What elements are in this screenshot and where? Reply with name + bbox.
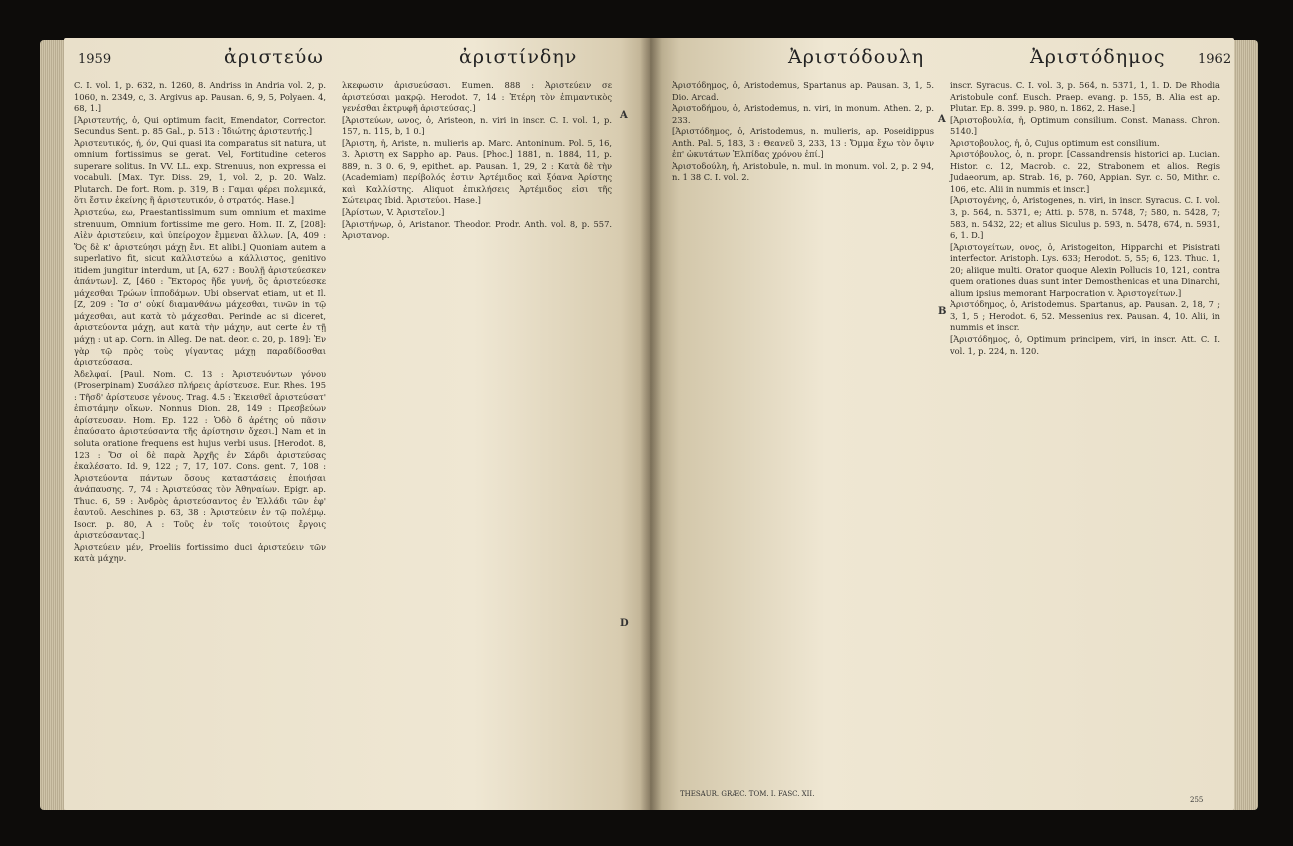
right-running-head: [650, 46, 1234, 72]
entry-paragraph: [Ἀριστεύων, ωνος, ὁ, Aristeon, n. viri in inscr. C. I. vol. 1, p. 157, n. 115, b, 1 0.]: [342, 114, 612, 137]
entry-paragraph: C. I. vol. 1, p. 632, n. 1260, 8. Andriss in Andria vol. 2, p. 1060, n. 2349, c, 3. Argivus ap. Pausan. 6, 9, 5, Polyaen. 4, 68, 1.]: [74, 80, 326, 114]
entry-paragraph: Ἀριστοδήμου, ὁ, Aristodemus, n. viri, in monum. Athen. 2, p. 233.: [672, 103, 934, 125]
entry-paragraph: Ἀριστοδούλη, ἡ, Aristobule, n. mul. in monum. vol. 2, p. 2 94, n. 1 38 C. I. vol. 2.: [672, 160, 934, 183]
entry-paragraph: λκεφωσιν ἀρισυεύσασι. Eumen. 888 : Ἀριστεύειν σε ἀριστεύσαι μακρῷ. Herodot. 7, 14 : Ἑτέρη τὸν ἐπιμαντικὸς γενέσθαι ἐκτρυφῆ ἀριστεύσας.]: [342, 80, 612, 114]
entry-paragraph: inscr. Syracus. C. I. vol. 3, p. 564, n. 5371, 1, 1. D. De Rhodia Aristobule conf. Eusch. Praep. evang. p. 155, B. Alia est ap. Plutar. Ep. 8. 399. p. 980, n. 1862, 2. Hase.]: [950, 80, 1220, 114]
book-page-edges-right: [1232, 40, 1258, 810]
left-running-head: [64, 46, 650, 72]
entry-paragraph: [Ἀριστη, ἡ, Ariste, n. mulieris ap. Marc. Antoninum. Pol. 5, 16, 3. Ἀριστη ex Sappho ap. Paus. [Phoc.] 1881, n. 1884, 11, p. 889, n. 3 0. 6, 9, epithet. ap. Pausan. 1, 29, 2 : Κατὰ δὲ τὴν (Academiam) περίβολός ἐστιν Ἀρτέμιδος καὶ ξόανα Ἀρίστης καὶ Καλλίστης. Aliquot ἐπικλήσεις Ἀρτέμιδος εἰσι τῆς Σώτειρας Ibid. Ἀριστεύοι. Hase.]: [342, 137, 612, 206]
book-spine-gutter: [640, 38, 662, 810]
left-headword-end: ἀριστίνδην: [459, 46, 578, 68]
right-page-column-2: [950, 80, 1220, 357]
entry-paragraph: [Ἀριστευτής, ὁ, Qui optimum facit, Emendator, Corrector. Secundus Sent. p. 85 Gal., p. 513 : Ἰδιώτης ἀριστευτής.]: [74, 114, 326, 137]
margin-marker-a: A: [620, 110, 628, 121]
entry-paragraph: Ἀριστεύω, εω, Praestantissimum sum omnium et maxime strenuum, Omnium fortissime me gero. Hom. II. Z, [208]: Αἰὲν ἀριστεύειν, καὶ ὑπείροχον ἔμμεναι ἄλλων. [A, 409 : Ὅς δὲ κ' ἀριστεύησι μάχῃ ἔνι. Et alibi.] Quoniam autem a superlativo fit, sicut καλλιστεύω a κάλλιστος, genitivo itidem jungitur interdum, ut [A, 627 : Βουλῇ ἀριστεύεσκεν ἁπάντων]. Z, [460 : Ἕκτορος ἥδε γυνή, ὃς ἀριστεύεσκε μάχεσθαι Τρώων ἱπποδάμων. Ubi observat etiam, ut et Il. [Ζ, 209 : Ἴσ σ' οὐκί διαμανθάνω μάχεσθαι, τινῶν in τῷ μάχεσθαι, aut κατὰ τὸ μάχεσθαι. Perinde ac si diceret, ἀριστεύοντα μάχῃ, aut κατὰ τὴν μάχην, aut certe ἐν τῇ μάχῃ : ut ap. Corn. in Alleg. De nat. deor. c. 20, p. 189]: Ἐν γὰρ τῷ πρὸς τοὺς γίγαντας μάχῃ παραδίδοσθαι ἀριστεύσασα.: [74, 207, 326, 368]
margin-marker-d: D: [620, 618, 629, 629]
right-headword-end: Ἀριστόδημος: [1030, 46, 1166, 68]
margin-marker-a: A: [938, 114, 946, 125]
entry-paragraph: Ἀριστόδημος, ὁ, Aristodemus, Spartanus ap. Pausan. 3, 1, 5. Dio. Arcad.: [672, 80, 934, 102]
right-page: [650, 38, 1234, 810]
signature-footer: THESAUR. GRÆC. TOM. I. FASC. XII.: [680, 790, 815, 798]
entry-paragraph: Ἀριστεύειν μέν, Proeliis fortissimo duci ἀριστεύειν τῶν κατὰ μάχην.: [74, 541, 326, 564]
entry-paragraph: Ἀριστόδημος, ὁ, Aristodemus. Spartanus, ap. Pausan. 2, 18, 7 ; 3, 1, 5 ; Herodot. 6, 52. Messenius rex. Pausan. 4, 10. Alii, in nummis et inscr.: [950, 299, 1220, 333]
margin-marker-b: B: [938, 306, 947, 317]
entry-paragraph: [Ἀριστογείτων, ονος, ὁ, Aristogeiton, Hipparchi et Pisistrati interfector. Aristoph. Lys. 633; Herodot. 5, 55; 6, 123. Thuc. 1, 20; aliique multi. Orator quoque Alexin Pollucis 10, 121, contra quem orationes duas sunt inter Demosthenicas et una Dinarchi, alium ipsius memorant Harpocration v. Ἀριστογείτων.]: [950, 241, 1220, 298]
left-page-column-2: [342, 80, 612, 242]
entry-paragraph: Ἀριστοβουλος, ἡ, ὁ, Cujus optimum est consilium.: [950, 137, 1160, 148]
left-page-column-1: [74, 80, 326, 565]
entry-paragraph: [Ἀριστόδημος, ὁ, Aristodemus, n. mulieris, ap. Poseidippus Anth. Pal. 5, 183, 3 : Θεανεῦ 3, 233, 13 : Ὄμμα ἔχω τὸν ὄψιν ἐπ' ὠκυτάτων Ἐλπίδας χρόνου ἐπί.]: [672, 126, 934, 160]
entry-paragraph: Ἀδελφαί. [Paul. Nom. C. 13 : Ἀριστευόντων γόνου (Proserpinam) Συσάλεσ πλήρεις ἀρίστευσε. Eur. Rhes. 195 : Τῆσδ' ἀρίστευσε γένους. Trag. 4.5 : Ἐκεισθεῖ ἀριστεύσατ' ἐπιστάμην οἴκων. Nonnus Dion. 28, 149 : Πρεσβεύων ἀρίστευσαν. Hom. Ep. 122 : Ὁδὸ δ ἀρέτης οὐ πᾶσιν ἐπαύσατο ἀριστεύσαντα τῆς ἀρίστησιν ὄχεσι.] Nam et in soluta oratione frequens est hujus verbi usus. [Herodot. 8, 123 : Ὅσ οἱ δὲ παρὰ Ἀρχῆς ἐν Σάρδι ἀριστεύσας ἐκαλέσατο. Id. 9, 122 ; 7, 17, 107. Cons. gent. 7, 108 : Ἀριστεύοντα πάντων ὅσους καταστάσεις ἐποιήσαι ἀνάπαυσης. 7, 74 : Ἀριστεύσας τὸν Ἀθηναίων. Epigr. ap. Thuc. 6, 59 : Ἀνδρὸς ἀριστεύσαντος ἐν Ἑλλάδι τῶν ἐφ' ἑαυτοῦ. Aeschines p. 63, 38 : Ἀριστεύειν ἐν τῷ πολέμῳ. Isocr. p. 80, A : Τοῦς ἐν τοῖς τοιούτοις ἔργοις ἀριστεύσαντας.]: [74, 368, 326, 541]
signature-number: 255: [1190, 796, 1204, 804]
entry-paragraph: [Ἀριστογένης, ὁ, Aristogenes, n. viri, in inscr. Syracus. C. I. vol. 3, p. 564, n. 5371, e; Atti. p. 578, n. 5748, 7; 580, n. 5428, 7; 583, n. 5432, 22; et alius Siculus p. 593, n. 5478, 674, n. 5931, 6, 1. D.]: [950, 195, 1220, 241]
left-page-number: 1959: [78, 52, 112, 67]
right-page-column-1: [672, 80, 934, 184]
book-page-edges-left: [40, 40, 66, 810]
entry-paragraph: [Ἀριστήνωρ, ὁ, Aristanor. Theodor. Prodr. Anth. vol. 8, p. 557. Ἀριστανορ.: [342, 218, 612, 241]
entry-paragraph: [Ἀριστοβουλία, ἡ, Optimum consilium. Const. Manass. Chron. 5140.]: [950, 114, 1220, 137]
left-headword-start: ἀριστεύω: [224, 46, 324, 68]
entry-paragraph: [Ἀρίστων, V. Ἀριστεῖον.]: [342, 207, 445, 218]
left-page: [64, 38, 650, 810]
right-page-number: 1962: [1198, 52, 1232, 67]
entry-paragraph: [Ἀριστόδημος, ὁ, Optimum principem, viri, in inscr. Att. C. I. vol. 1, p. 224, n. 120.: [950, 334, 1220, 356]
right-headword-start: Ἀριστόδουλη: [788, 46, 925, 68]
entry-paragraph: Ἀριστευτικός, ή, όν, Qui quasi ita comparatus sit natura, ut omnium fortissimus se gerat. Vel, Fortitudine ceteros superare solitus. In VV. LL. exp. Strenuus, non expressa ei vocabuli. [Max. Tyr. Diss. 29, 1, vol. 2, p. 20. Walz. Plutarch. De fort. Rom. p. 319, B : Γαμαι φέρει πολεμικά, ὅτι ἔστιν ἐκείνης ἢ ἀριστευτικόν, ὁ στρατός. Hase.]: [74, 137, 326, 206]
entry-paragraph: Ἀριστόβουλος, ὁ, n. propr. [Cassandrensis historici ap. Lucian. Histor. c. 12, Macrob. c. 22, Strabonem et alios. Regis Judaeorum, ap. Strab. 16, p. 760, Appian. Syr. c. 50, Mithr. c. 106, etc. Alii in nummis et inscr.]: [950, 149, 1220, 194]
